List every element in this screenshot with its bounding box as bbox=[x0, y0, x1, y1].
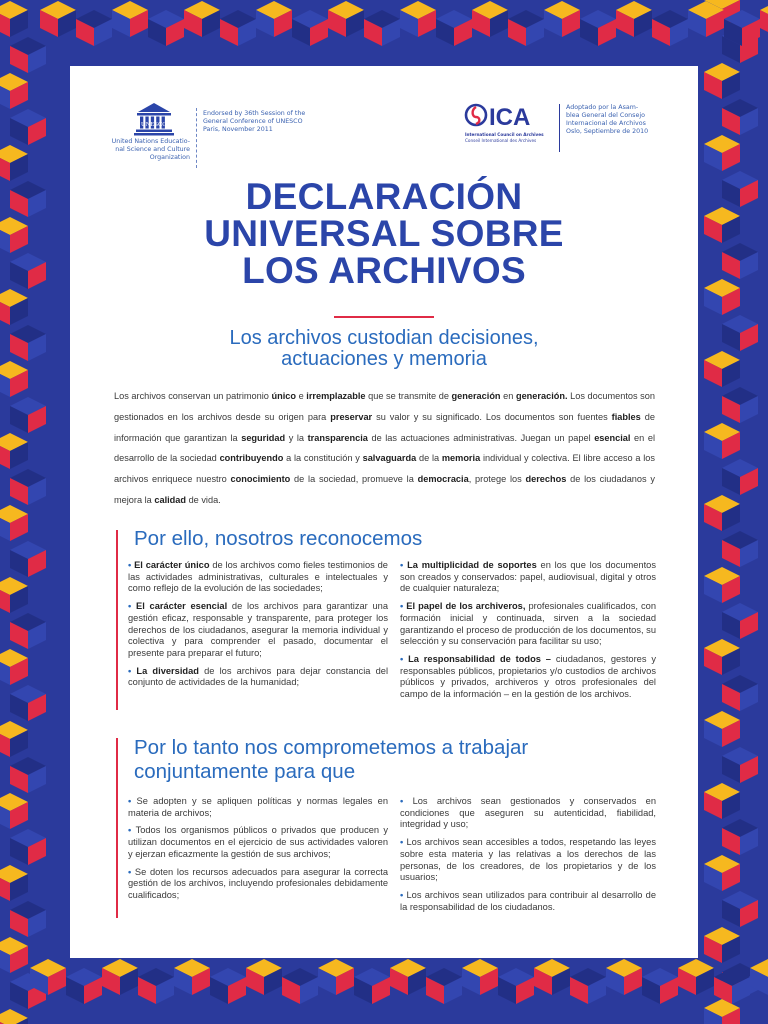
list-item bbox=[400, 890, 656, 913]
intro-keyword: conocimiento bbox=[230, 474, 291, 485]
section-accent-bar bbox=[116, 738, 118, 918]
header bbox=[70, 102, 698, 172]
cube-face bbox=[760, 10, 768, 37]
intro-keyword: esencial bbox=[594, 432, 631, 443]
bullet-icon: • bbox=[400, 560, 408, 570]
item-text: de los archivos como fieles testimonios de las actividades administrativas, culturales e intelectuales y como reflejo de la evolución de las sociedades; bbox=[128, 560, 388, 594]
intro-keyword: memoria bbox=[441, 453, 481, 464]
intro-text-run: de la sociedad, promueve la bbox=[290, 474, 418, 485]
list-item bbox=[400, 601, 656, 648]
bullet-icon: • bbox=[128, 825, 136, 836]
item-text: Los archivos sean utilizados para contribuir al desarrollo de la responsabilidad de los ciudadanos. bbox=[400, 889, 657, 912]
intro-keyword: generación bbox=[451, 391, 501, 401]
reconocemos-left-column bbox=[128, 560, 388, 695]
item-lead: La responsabilidad de todos – bbox=[408, 653, 551, 664]
intro-keyword: fiables bbox=[611, 411, 641, 422]
unesco-endorsement: Endorsed by 36th Session of the General Conference of UNESCO Paris, November 2011 bbox=[203, 110, 306, 133]
list-item bbox=[128, 666, 388, 689]
item-lead: El carácter único bbox=[134, 560, 210, 570]
item-text: de los archivos para dejar constancia del conjunto de actividades de la humanidad; bbox=[128, 665, 389, 688]
item-lead: La multiplicidad de soportes bbox=[407, 560, 537, 570]
reconocemos-right-column bbox=[400, 560, 656, 707]
intro-keyword: irremplazable bbox=[306, 391, 366, 401]
item-lead: El carácter esencial bbox=[136, 601, 228, 612]
unesco-temple-icon bbox=[134, 102, 174, 138]
list-item bbox=[128, 560, 388, 595]
bullet-icon: • bbox=[128, 796, 137, 806]
ica-subtitle: International Council on Archives Conseil International des Archives bbox=[465, 132, 544, 143]
intro-text-run: e bbox=[296, 391, 307, 401]
intro-keyword: único bbox=[271, 391, 296, 401]
list-item bbox=[400, 837, 656, 884]
bullet-icon: • bbox=[400, 796, 413, 806]
intro-text-run: Los documentos son gestionados en los archivos desde su origen para bbox=[114, 391, 655, 422]
intro-text-run: de los ciudadanos y mejora la bbox=[114, 474, 655, 505]
item-text: ciudadanos, gestores y responsables públicos, propietarios y/o custodios de archivos públicos y privados, archiveros y otros profesionales del campo de la información – en la gestión de los archivos. bbox=[400, 653, 656, 700]
intro-keyword: contribuyendo bbox=[219, 453, 284, 464]
item-text: Se adopten y se apliquen políticas y normas legales en materia de archivos; bbox=[128, 796, 388, 818]
bullet-icon: • bbox=[128, 560, 135, 570]
intro-keyword: calidad bbox=[154, 494, 187, 505]
comprometemos-left-column bbox=[128, 796, 388, 908]
declaration-sheet bbox=[70, 66, 698, 958]
section-title-reconocemos: Por ello, nosotros reconocemos bbox=[134, 527, 423, 550]
list-item bbox=[128, 825, 388, 860]
intro-keyword: seguridad bbox=[241, 432, 286, 443]
list-item bbox=[400, 796, 656, 831]
intro-text-run: , protege los bbox=[468, 474, 526, 485]
header-divider-ica bbox=[559, 104, 560, 152]
ica-logo-text: ICA bbox=[489, 104, 531, 131]
item-text: Todos los organismos públicos o privados que producen y utilizan documentos en el ejercicio de sus actividades valoren y ejerzan eficazmente la gestión de sus archivos; bbox=[128, 825, 389, 859]
list-item bbox=[400, 654, 656, 701]
unesco-name: United Nations Educatio- nal Science and Culture Organization bbox=[111, 138, 190, 161]
intro-text-run: y la bbox=[285, 432, 308, 443]
item-text: Los archivos sean gestionados y conservados en condiciones que aseguren su autenticidad, fiabilidad, integridad y uso; bbox=[400, 796, 656, 830]
intro-text-run: de vida. bbox=[186, 494, 221, 505]
bullet-icon: • bbox=[400, 889, 407, 900]
item-lead: La diversidad bbox=[136, 665, 199, 676]
intro-keyword: transparencia bbox=[307, 432, 368, 443]
bullet-icon: • bbox=[400, 837, 407, 848]
list-item bbox=[400, 560, 656, 595]
item-text: en los que los documentos son creados y conservados: papel, audiovisual, digital y otros de cualquier naturaleza; bbox=[400, 560, 657, 594]
intro-text-run: su valor y su significado. Los documentos son fuentes bbox=[372, 411, 612, 422]
bullet-icon: • bbox=[400, 653, 409, 664]
intro-text-run: individual y colectiva. El libre acceso a los archivos enriquece nuestro bbox=[114, 453, 656, 485]
page-title: DECLARACIÓN UNIVERSAL SOBRE LOS ARCHIVOS bbox=[204, 176, 564, 291]
section-accent-bar bbox=[116, 530, 118, 710]
unesco-logo-text: UNESCO bbox=[140, 121, 168, 128]
item-lead: El papel de los archiveros, bbox=[406, 601, 526, 612]
item-text: Los archivos sean accesibles a todos, respetando las leyes sobre esta materia y las relativas a los derechos de las personas, de los creadores, de los propietarios y de los usuarios; bbox=[400, 837, 656, 883]
bullet-icon: • bbox=[128, 665, 137, 676]
intro-text-run: de información que garantizan la bbox=[114, 411, 655, 443]
bullet-icon: • bbox=[128, 601, 137, 612]
intro-text-run: que se transmite de bbox=[365, 391, 452, 401]
intro-paragraph bbox=[114, 386, 655, 511]
intro-text-run: en bbox=[500, 391, 516, 401]
title-rule bbox=[334, 316, 434, 318]
intro-keyword: democracia bbox=[417, 474, 469, 485]
intro-keyword: salvaguarda bbox=[362, 453, 417, 464]
ica-adoption-note: Adoptado por la Asam- blea General del Consejo Internacional de Archivos Oslo, Septiembre de 2010 bbox=[566, 104, 649, 135]
bullet-icon: • bbox=[128, 866, 135, 877]
bullet-icon: • bbox=[400, 601, 407, 612]
page-subtitle: Los archivos custodian decisiones, actuaciones y memoria bbox=[229, 327, 539, 370]
intro-keyword: preservar bbox=[330, 411, 373, 422]
intro-text-run: de las actuaciones administrativas. Juegan un papel bbox=[367, 432, 595, 443]
item-text: de los archivos para garantizar una gestión eficaz, responsable y transparente, para proteger los derechos de los ciudadanos, asegurar la memoria individual y colectiva y para comprender el pasado, documentar el presente para preparar el futuro; bbox=[128, 601, 388, 658]
intro-keyword: generación. bbox=[515, 391, 568, 401]
comprometemos-right-column bbox=[400, 796, 656, 919]
header-divider bbox=[196, 108, 197, 168]
item-text: Se doten los recursos adecuados para asegurar la correcta gestión de los archivos, incluyendo profesionales debidamente cualificados; bbox=[128, 866, 388, 900]
intro-text-run: en el desarrollo de la sociedad bbox=[114, 432, 655, 464]
intro-keyword: derechos bbox=[525, 474, 567, 485]
list-item bbox=[128, 601, 388, 660]
item-text: profesionales cualificados, con formación inicial y continuada, sirven a la sociedad garantizando el proceso de producción de los documentos, su selección y su conservación para facilitar su uso; bbox=[400, 601, 656, 647]
intro-text-run: a la constitución y bbox=[283, 453, 363, 464]
list-item bbox=[128, 867, 388, 902]
intro-text-run: de la bbox=[416, 453, 442, 464]
list-item bbox=[128, 796, 388, 819]
section-title-comprometemos: Por lo tanto nos comprometemos a trabajar conjuntamente para que bbox=[134, 736, 529, 783]
intro-text-run: Los archivos conservan un patrimonio bbox=[114, 391, 272, 401]
